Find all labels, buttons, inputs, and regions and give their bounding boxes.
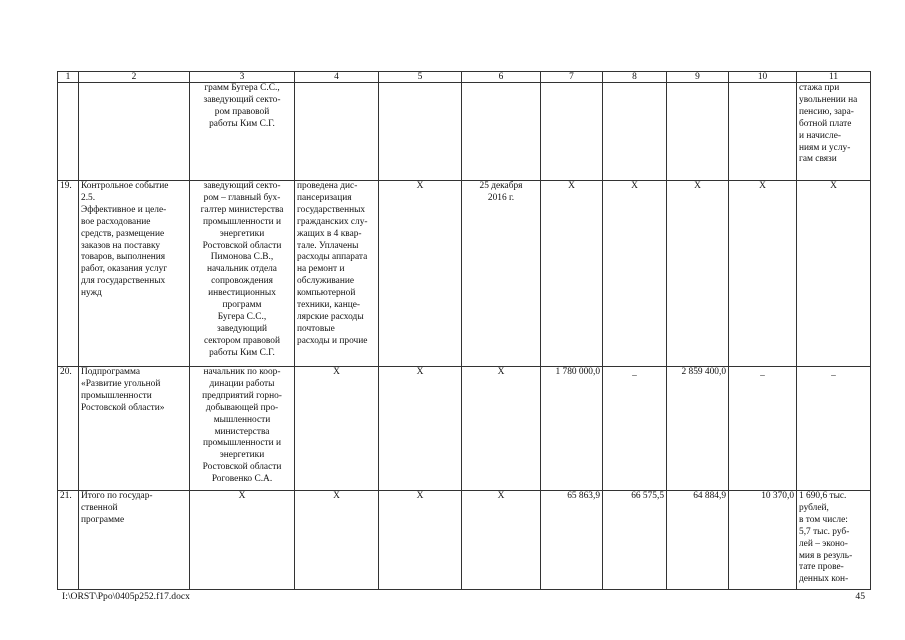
fact-value <box>667 83 729 181</box>
obligation-value: – <box>729 367 797 491</box>
program-table <box>57 71 871 590</box>
actual-date: Х <box>462 491 541 590</box>
responsible-executor: заведующий секто- ром – главный бух- галтер министерства промышленности и энергетики Ростовской области Пимонова С.В., начальник отдела сопровождения инвестиционных программ Бугера С.С., заведующий сектором правовой работы Ким С.Г. <box>190 181 295 367</box>
header-cell: 3 <box>190 72 295 83</box>
page-number: 45 <box>855 591 865 602</box>
row-number: 21. <box>58 491 79 590</box>
event-name: Контрольное событие 2.5. Эффективное и целе- вое расходование средств, размещение заказов на поставку товаров, выполнения работ, оказания услуг для государственных нужд <box>79 181 190 367</box>
row-number: 19. <box>58 181 79 367</box>
planned-date: Х <box>379 491 462 590</box>
header-cell: 7 <box>541 72 603 83</box>
obligation-value <box>729 83 797 181</box>
result: проведена дис- пансеризация государственных гражданских слу- жащих в 4 квар- тале. Уплачены расходы аппарата на ремонт и обслуживание компьютерной техники, канце- лярские расходы почтовые расходы и прочие <box>295 181 379 367</box>
contract-value <box>603 83 667 181</box>
row-number <box>58 83 79 181</box>
obligation-value: 10 370,0 <box>729 491 797 590</box>
event-name <box>79 83 190 181</box>
responsible-executor: начальник по коор- динации работы предприятий горно- добывающей про- мышленности министерства промышленности и энергетики Ростовской области Роговенко С.А. <box>190 367 295 491</box>
contract-value: 66 575,5 <box>603 491 667 590</box>
header-cell: 1 <box>58 72 79 83</box>
contract-value: – <box>603 367 667 491</box>
plan-value: 1 780 000,0 <box>541 367 603 491</box>
fact-value: 2 859 400,0 <box>667 367 729 491</box>
header-cell: 8 <box>603 72 667 83</box>
note: 1 690,6 тыс. рублей, в том числе: 5,7 тыс. руб- лей – эконо- мия в резуль- тате прове- денных кон- <box>797 491 871 590</box>
row-number: 20. <box>58 367 79 491</box>
note: стажа при увольнении на пенсию, зара- ботной плате и начисле- ниям и услу- гам связи <box>797 83 871 181</box>
header-cell: 11 <box>797 72 871 83</box>
contract-value: Х <box>603 181 667 367</box>
document-file-path: I:\ORST\Ppo\0405p252.f17.docx <box>62 591 190 602</box>
event-name: Подпрограмма «Развитие угольной промышленности Ростовской области» <box>79 367 190 491</box>
responsible-executor: грамм Бугера С.С., заведующий секто- ром правовой работы Ким С.Г. <box>190 83 295 181</box>
header-cell: 10 <box>729 72 797 83</box>
result: Х <box>295 491 379 590</box>
plan-value: Х <box>541 181 603 367</box>
result <box>295 83 379 181</box>
obligation-value: Х <box>729 181 797 367</box>
table-row <box>58 367 871 491</box>
fact-value: Х <box>667 181 729 367</box>
header-cell: 9 <box>667 72 729 83</box>
note: – <box>797 367 871 491</box>
responsible-executor: Х <box>190 491 295 590</box>
fact-value: 64 884,9 <box>667 491 729 590</box>
planned-date: Х <box>379 181 462 367</box>
actual-date <box>462 83 541 181</box>
actual-date: 25 декабря 2016 г. <box>462 181 541 367</box>
header-cell: 4 <box>295 72 379 83</box>
header-cell: 5 <box>379 72 462 83</box>
table-row <box>58 491 871 590</box>
actual-date: Х <box>462 367 541 491</box>
planned-date <box>379 83 462 181</box>
plan-value: 65 863,9 <box>541 491 603 590</box>
header-cell: 2 <box>79 72 190 83</box>
header-cell: 6 <box>462 72 541 83</box>
planned-date: Х <box>379 367 462 491</box>
table-row <box>58 181 871 367</box>
table-row <box>58 83 871 181</box>
event-name: Итого по государ- ственной программе <box>79 491 190 590</box>
note: Х <box>797 181 871 367</box>
column-number-row <box>58 72 871 83</box>
result: Х <box>295 367 379 491</box>
plan-value <box>541 83 603 181</box>
